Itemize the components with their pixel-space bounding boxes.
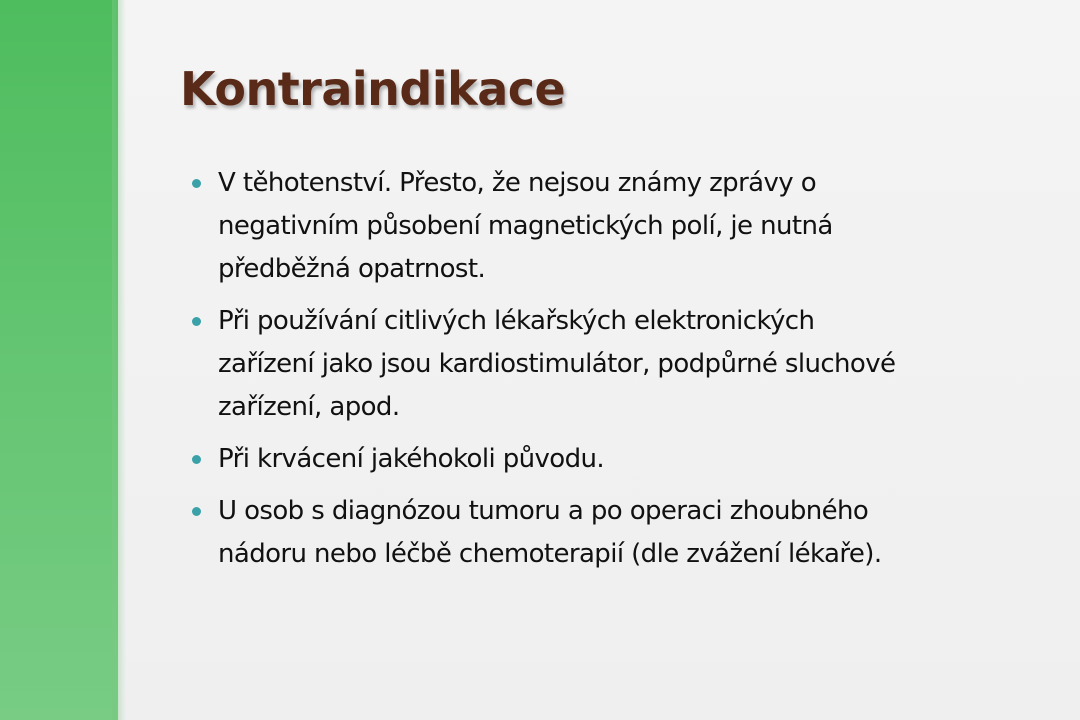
bullet-line: U osob s diagnózou tumoru a po operaci zhoubného [218, 496, 869, 526]
bullet-dot-icon [192, 179, 201, 188]
bullet-line: zařízení, apod. [218, 392, 400, 422]
side-bar-shadow [112, 0, 126, 720]
bullet-line: V těhotenství. Přesto, že nejsou známy zprávy o [218, 168, 817, 198]
bullet-dot-icon [192, 507, 201, 516]
slide-title: Kontraindikace [180, 62, 566, 116]
bullet-item [190, 300, 1050, 429]
bullet-line: negativním působení magnetických polí, je nutná [218, 211, 833, 241]
bullet-list [190, 162, 1050, 585]
bullet-item [190, 490, 1050, 576]
bullet-line: Při krvácení jakéhokoli původu. [218, 444, 605, 474]
bullet-line: nádoru nebo léčbě chemoterapií (dle zvážení lékaře). [218, 539, 882, 569]
green-side-bar [0, 0, 118, 720]
bullet-line: předběžná opatrnost. [218, 254, 486, 284]
bullet-dot-icon [192, 455, 201, 464]
bullet-line: zařízení jako jsou kardiostimulátor, podpůrné sluchové [218, 349, 896, 379]
bullet-dot-icon [192, 317, 201, 326]
bullet-item [190, 438, 1050, 481]
bullet-line: Při používání citlivých lékařských elektronických [218, 306, 815, 336]
bullet-item [190, 162, 1050, 291]
